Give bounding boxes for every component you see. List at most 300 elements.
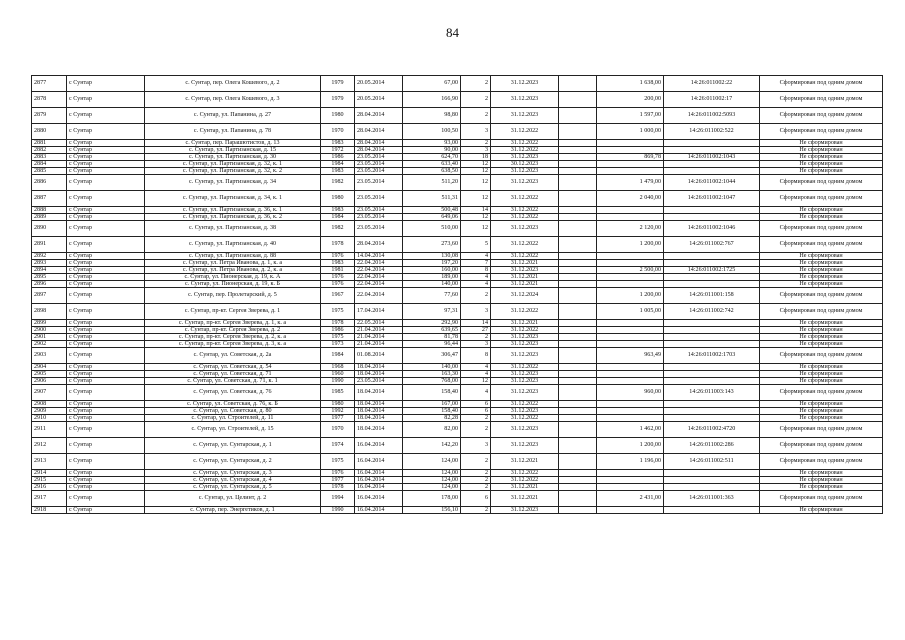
settlement-cell: с Сунтар xyxy=(67,348,145,364)
address-cell: с. Сунтар, ул. Советская, д. 76, к. Б xyxy=(145,401,321,408)
empty-cell xyxy=(559,267,597,274)
empty-cell xyxy=(559,154,597,161)
settlement-cell: с Сунтар xyxy=(67,401,145,408)
count-cell: 12 xyxy=(461,161,491,168)
empty-cell xyxy=(559,320,597,327)
land-area-cell xyxy=(597,364,664,371)
address-cell: с. Сунтар, ул. Сунтарская, д. 2 xyxy=(145,454,321,470)
empty-cell xyxy=(559,237,597,253)
count-cell: 4 xyxy=(461,281,491,288)
cadastral-number-cell xyxy=(664,341,760,348)
area-cell: 510,00 xyxy=(403,221,461,237)
empty-cell xyxy=(559,422,597,438)
cadastral-number-cell xyxy=(664,415,760,422)
land-area-cell: 2 040,00 xyxy=(597,191,664,207)
row-number-cell: 2888 xyxy=(32,207,67,214)
deadline-date-cell: 31.12.2022 xyxy=(491,253,559,260)
land-area-cell: 1 200,00 xyxy=(597,438,664,454)
address-cell: с. Сунтар, ул. Петра Иванова, д. 2, к. а xyxy=(145,267,321,274)
land-status-cell: Не сформирован xyxy=(760,484,883,491)
build-year-cell: 1977 xyxy=(321,415,355,422)
table-row xyxy=(32,470,883,477)
area-cell: 140,00 xyxy=(403,364,461,371)
land-area-cell xyxy=(597,274,664,281)
land-area-cell xyxy=(597,207,664,214)
empty-cell xyxy=(559,415,597,422)
land-area-cell xyxy=(597,214,664,221)
area-cell: 633,40 xyxy=(403,161,461,168)
record-date-cell: 21.04.2014 xyxy=(355,327,403,334)
land-status-cell: Не сформирован xyxy=(760,378,883,385)
record-date-cell: 18.04.2014 xyxy=(355,422,403,438)
row-number-cell: 2892 xyxy=(32,253,67,260)
land-status-cell: Сформирован под одним домом xyxy=(760,348,883,364)
deadline-date-cell: 31.12.2023 xyxy=(491,175,559,191)
settlement-cell: с Сунтар xyxy=(67,470,145,477)
deadline-date-cell: 31.12.2021 xyxy=(491,320,559,327)
area-cell: 130,08 xyxy=(403,253,461,260)
settlement-cell: с Сунтар xyxy=(67,161,145,168)
row-number-cell: 2903 xyxy=(32,348,67,364)
address-cell: с. Сунтар, ул. Партизанская, д. 36, к. 2 xyxy=(145,214,321,221)
build-year-cell: 1974 xyxy=(321,438,355,454)
address-cell: с. Сунтар, пер. Олега Кошевого, д. 3 xyxy=(145,92,321,108)
table-row xyxy=(32,491,883,507)
table-row xyxy=(32,327,883,334)
address-cell: с. Сунтар, ул. Партизанская, д. 34 xyxy=(145,175,321,191)
row-number-cell: 2906 xyxy=(32,378,67,385)
settlement-cell: с Сунтар xyxy=(67,408,145,415)
table-row xyxy=(32,341,883,348)
count-cell: 27 xyxy=(461,327,491,334)
area-cell: 124,00 xyxy=(403,470,461,477)
address-cell: с. Сунтар, пр-кт. Сергея Зверева, д. 2 xyxy=(145,327,321,334)
row-number-cell: 2897 xyxy=(32,288,67,304)
settlement-cell: с Сунтар xyxy=(67,288,145,304)
build-year-cell: 1967 xyxy=(321,288,355,304)
build-year-cell: 1982 xyxy=(321,221,355,237)
area-cell: 124,00 xyxy=(403,477,461,484)
build-year-cell: 1972 xyxy=(321,147,355,154)
record-date-cell: 28.04.2014 xyxy=(355,124,403,140)
address-cell: с. Сунтар, пр-кт. Сергея Зверева, д. 2, к. а xyxy=(145,334,321,341)
settlement-cell: с Сунтар xyxy=(67,320,145,327)
record-date-cell: 20.05.2014 xyxy=(355,92,403,108)
area-cell: 178,00 xyxy=(403,491,461,507)
row-number-cell: 2887 xyxy=(32,191,67,207)
count-cell: 14 xyxy=(461,207,491,214)
table-row xyxy=(32,438,883,454)
build-year-cell: 1975 xyxy=(321,334,355,341)
row-number-cell: 2915 xyxy=(32,477,67,484)
area-cell: 166,90 xyxy=(403,92,461,108)
settlement-cell: с Сунтар xyxy=(67,484,145,491)
cadastral-number-cell xyxy=(664,470,760,477)
record-date-cell: 22.04.2014 xyxy=(355,274,403,281)
settlement-cell: с Сунтар xyxy=(67,454,145,470)
build-year-cell: 1976 xyxy=(321,470,355,477)
count-cell: 3 xyxy=(461,124,491,140)
address-cell: с. Сунтар, ул. Строителей, д. 11 xyxy=(145,415,321,422)
land-status-cell: Не сформирован xyxy=(760,207,883,214)
build-year-cell: 1981 xyxy=(321,267,355,274)
settlement-cell: с Сунтар xyxy=(67,364,145,371)
build-year-cell: 1990 xyxy=(321,507,355,514)
build-year-cell: 1984 xyxy=(321,214,355,221)
address-cell: с. Сунтар, пер. Энергетиков, д. 1 xyxy=(145,507,321,514)
cadastral-number-cell xyxy=(664,253,760,260)
empty-cell xyxy=(559,484,597,491)
settlement-cell: с Сунтар xyxy=(67,221,145,237)
empty-cell xyxy=(559,288,597,304)
row-number-cell: 2918 xyxy=(32,507,67,514)
table-row xyxy=(32,161,883,168)
land-area-cell xyxy=(597,507,664,514)
deadline-date-cell: 31.12.2023 xyxy=(491,334,559,341)
build-year-cell: 1968 xyxy=(321,364,355,371)
empty-cell xyxy=(559,207,597,214)
area-cell: 292,90 xyxy=(403,320,461,327)
deadline-date-cell: 31.12.2023 xyxy=(491,168,559,175)
settlement-cell: с Сунтар xyxy=(67,260,145,267)
area-cell: 140,00 xyxy=(403,281,461,288)
table-row xyxy=(32,140,883,147)
record-date-cell: 18.04.2014 xyxy=(355,371,403,378)
count-cell: 3 xyxy=(461,341,491,348)
count-cell: 6 xyxy=(461,408,491,415)
build-year-cell: 1976 xyxy=(321,281,355,288)
empty-cell xyxy=(559,168,597,175)
address-cell: с. Сунтар, ул. Папанина, д. 78 xyxy=(145,124,321,140)
row-number-cell: 2885 xyxy=(32,168,67,175)
settlement-cell: с Сунтар xyxy=(67,334,145,341)
land-status-cell: Не сформирован xyxy=(760,470,883,477)
area-cell: 500,48 xyxy=(403,207,461,214)
table-row xyxy=(32,147,883,154)
land-status-cell: Сформирован под одним домом xyxy=(760,438,883,454)
record-date-cell: 28.04.2014 xyxy=(355,237,403,253)
settlement-cell: с Сунтар xyxy=(67,191,145,207)
land-area-cell: 2 120,00 xyxy=(597,221,664,237)
build-year-cell: 1979 xyxy=(321,76,355,92)
cadastral-number-cell xyxy=(664,334,760,341)
deadline-date-cell: 31.12.2024 xyxy=(491,288,559,304)
land-status-cell: Не сформирован xyxy=(760,214,883,221)
cadastral-number-cell: 14:26:011002:1703 xyxy=(664,348,760,364)
address-cell: с. Сунтар, ул. Пионерская, д. 19, к. А xyxy=(145,274,321,281)
empty-cell xyxy=(559,491,597,507)
address-cell: с. Сунтар, ул. Партизанская, д. 40 xyxy=(145,237,321,253)
build-year-cell: 1983 xyxy=(321,260,355,267)
land-status-cell: Сформирован под одним домом xyxy=(760,237,883,253)
address-cell: с. Сунтар, ул. Пионерская, д. 19, к. Б xyxy=(145,281,321,288)
build-year-cell: 1978 xyxy=(321,320,355,327)
count-cell: 2 xyxy=(461,454,491,470)
table-row xyxy=(32,304,883,320)
record-date-cell: 17.04.2014 xyxy=(355,304,403,320)
count-cell: 6 xyxy=(461,401,491,408)
deadline-date-cell: 31.12.2022 xyxy=(491,327,559,334)
table-row xyxy=(32,253,883,260)
build-year-cell: 1980 xyxy=(321,401,355,408)
empty-cell xyxy=(559,161,597,168)
row-number-cell: 2902 xyxy=(32,341,67,348)
settlement-cell: с Сунтар xyxy=(67,237,145,253)
record-date-cell: 18.04.2014 xyxy=(355,401,403,408)
count-cell: 2 xyxy=(461,334,491,341)
area-cell: 306,47 xyxy=(403,348,461,364)
row-number-cell: 2898 xyxy=(32,304,67,320)
count-cell: 3 xyxy=(461,304,491,320)
table-row xyxy=(32,237,883,253)
deadline-date-cell: 31.12.2022 xyxy=(491,207,559,214)
settlement-cell: с Сунтар xyxy=(67,175,145,191)
cadastral-number-cell xyxy=(664,161,760,168)
land-status-cell: Сформирован под одним домом xyxy=(760,124,883,140)
address-cell: с. Сунтар, пр-кт. Сергея Зверева, д. 1 xyxy=(145,304,321,320)
address-cell: с. Сунтар, ул. Советская, д. 71 xyxy=(145,371,321,378)
area-cell: 67,00 xyxy=(403,76,461,92)
settlement-cell: с Сунтар xyxy=(67,214,145,221)
build-year-cell: 1976 xyxy=(321,274,355,281)
settlement-cell: с Сунтар xyxy=(67,491,145,507)
row-number-cell: 2899 xyxy=(32,320,67,327)
settlement-cell: с Сунтар xyxy=(67,140,145,147)
record-date-cell: 23.05.2014 xyxy=(355,221,403,237)
land-area-cell xyxy=(597,140,664,147)
settlement-cell: с Сунтар xyxy=(67,341,145,348)
count-cell: 2 xyxy=(461,507,491,514)
land-status-cell: Не сформирован xyxy=(760,320,883,327)
area-cell: 90,00 xyxy=(403,147,461,154)
empty-cell xyxy=(559,327,597,334)
row-number-cell: 2912 xyxy=(32,438,67,454)
table-row xyxy=(32,76,883,92)
land-area-cell xyxy=(597,401,664,408)
empty-cell xyxy=(559,408,597,415)
cadastral-number-cell xyxy=(664,401,760,408)
table-row xyxy=(32,92,883,108)
cadastral-number-cell: 14:26:011002:742 xyxy=(664,304,760,320)
area-cell: 273,60 xyxy=(403,237,461,253)
land-status-cell: Не сформирован xyxy=(760,147,883,154)
address-cell: с. Сунтар, ул. Партизанская, д. 88 xyxy=(145,253,321,260)
record-date-cell: 16.04.2014 xyxy=(355,484,403,491)
record-date-cell: 23.05.2014 xyxy=(355,168,403,175)
area-cell: 158,40 xyxy=(403,408,461,415)
land-area-cell: 1 638,00 xyxy=(597,76,664,92)
housing-registry-table xyxy=(31,75,883,514)
empty-cell xyxy=(559,92,597,108)
row-number-cell: 2894 xyxy=(32,267,67,274)
land-status-cell: Не сформирован xyxy=(760,477,883,484)
address-cell: с. Сунтар, ул. Партизанская, д. 32, к. 1 xyxy=(145,161,321,168)
deadline-date-cell: 31.12.2023 xyxy=(491,221,559,237)
address-cell: с. Сунтар, пр-кт. Сергея Зверева, д. 3, к. а xyxy=(145,341,321,348)
cadastral-number-cell: 14:26:011002:22 xyxy=(664,76,760,92)
table-row xyxy=(32,221,883,237)
address-cell: с. Сунтар, ул. Партизанская, д. 38 xyxy=(145,221,321,237)
land-area-cell xyxy=(597,147,664,154)
count-cell: 3 xyxy=(461,147,491,154)
record-date-cell: 14.04.2014 xyxy=(355,253,403,260)
land-area-cell xyxy=(597,408,664,415)
address-cell: с. Сунтар, ул. Сунтарская, д. 4 xyxy=(145,477,321,484)
empty-cell xyxy=(559,175,597,191)
address-cell: с. Сунтар, пр-кт. Сергея Зверева, д. 1, к. а xyxy=(145,320,321,327)
record-date-cell: 21.04.2014 xyxy=(355,334,403,341)
cadastral-number-cell xyxy=(664,371,760,378)
land-status-cell: Сформирован под одним домом xyxy=(760,108,883,124)
empty-cell xyxy=(559,454,597,470)
settlement-cell: с Сунтар xyxy=(67,267,145,274)
build-year-cell: 1978 xyxy=(321,484,355,491)
count-cell: 14 xyxy=(461,320,491,327)
row-number-cell: 2880 xyxy=(32,124,67,140)
settlement-cell: с Сунтар xyxy=(67,154,145,161)
area-cell: 624,70 xyxy=(403,154,461,161)
area-cell: 77,60 xyxy=(403,288,461,304)
address-cell: с. Сунтар, ул. Партизанская, д. 30 xyxy=(145,154,321,161)
deadline-date-cell: 31.12.2021 xyxy=(491,454,559,470)
deadline-date-cell: 31.12.2023 xyxy=(491,438,559,454)
table-row xyxy=(32,274,883,281)
land-area-cell xyxy=(597,327,664,334)
count-cell: 12 xyxy=(461,214,491,221)
land-status-cell: Сформирован под одним домом xyxy=(760,491,883,507)
area-cell: 163,30 xyxy=(403,371,461,378)
area-cell: 100,50 xyxy=(403,124,461,140)
table-row xyxy=(32,320,883,327)
count-cell: 6 xyxy=(461,491,491,507)
table-row xyxy=(32,108,883,124)
land-area-cell xyxy=(597,484,664,491)
settlement-cell: с Сунтар xyxy=(67,327,145,334)
build-year-cell: 1979 xyxy=(321,92,355,108)
land-status-cell: Не сформирован xyxy=(760,253,883,260)
cadastral-number-cell xyxy=(664,484,760,491)
row-number-cell: 2917 xyxy=(32,491,67,507)
deadline-date-cell: 31.12.2022 xyxy=(491,140,559,147)
empty-cell xyxy=(559,191,597,207)
cadastral-number-cell: 14:26:011002:286 xyxy=(664,438,760,454)
land-status-cell: Сформирован под одним домом xyxy=(760,422,883,438)
housing-registry-table-container xyxy=(31,75,882,514)
build-year-cell: 1983 xyxy=(321,140,355,147)
address-cell: с. Сунтар, ул. Партизанская, д. 34, к. 1 xyxy=(145,191,321,207)
table-row xyxy=(32,288,883,304)
area-cell: 97,31 xyxy=(403,304,461,320)
row-number-cell: 2907 xyxy=(32,385,67,401)
build-year-cell: 1986 xyxy=(321,327,355,334)
deadline-date-cell: 31.12.2021 xyxy=(491,274,559,281)
land-area-cell: 1 200,00 xyxy=(597,288,664,304)
land-area-cell: 1 479,00 xyxy=(597,175,664,191)
deadline-date-cell: 31.12.2021 xyxy=(491,491,559,507)
table-row xyxy=(32,214,883,221)
land-status-cell: Сформирован под одним домом xyxy=(760,385,883,401)
cadastral-number-cell xyxy=(664,364,760,371)
land-status-cell: Сформирован под одним домом xyxy=(760,92,883,108)
address-cell: с. Сунтар, ул. Советская, д. 80 xyxy=(145,408,321,415)
table-row xyxy=(32,168,883,175)
record-date-cell: 28.04.2014 xyxy=(355,147,403,154)
land-status-cell: Сформирован под одним домом xyxy=(760,191,883,207)
cadastral-number-cell xyxy=(664,207,760,214)
deadline-date-cell: 31.12.2023 xyxy=(491,408,559,415)
table-row xyxy=(32,371,883,378)
count-cell: 2 xyxy=(461,470,491,477)
cadastral-number-cell: 14:26:011002:17 xyxy=(664,92,760,108)
cadastral-number-cell: 14:26:011002:522 xyxy=(664,124,760,140)
land-area-cell xyxy=(597,341,664,348)
build-year-cell: 1986 xyxy=(321,154,355,161)
land-status-cell: Не сформирован xyxy=(760,401,883,408)
area-cell: 82,00 xyxy=(403,422,461,438)
table-row xyxy=(32,260,883,267)
cadastral-number-cell xyxy=(664,260,760,267)
cadastral-number-cell: 14:26:011002:767 xyxy=(664,237,760,253)
deadline-date-cell: 31.12.2022 xyxy=(491,415,559,422)
record-date-cell: 23.05.2014 xyxy=(355,161,403,168)
build-year-cell: 1960 xyxy=(321,371,355,378)
land-area-cell xyxy=(597,334,664,341)
area-cell: 511,31 xyxy=(403,191,461,207)
row-number-cell: 2900 xyxy=(32,327,67,334)
row-number-cell: 2882 xyxy=(32,147,67,154)
address-cell: с. Сунтар, ул. Партизанская, д. 32, к. 2 xyxy=(145,168,321,175)
cadastral-number-cell: 14:26:011002:4720 xyxy=(664,422,760,438)
empty-cell xyxy=(559,140,597,147)
empty-cell xyxy=(559,124,597,140)
build-year-cell: 1992 xyxy=(321,408,355,415)
empty-cell xyxy=(559,253,597,260)
address-cell: с. Сунтар, ул. Советская, д. 71, к. 1 xyxy=(145,378,321,385)
row-number-cell: 2910 xyxy=(32,415,67,422)
build-year-cell: 1983 xyxy=(321,207,355,214)
record-date-cell: 22.04.2014 xyxy=(355,288,403,304)
row-number-cell: 2886 xyxy=(32,175,67,191)
row-number-cell: 2889 xyxy=(32,214,67,221)
table-row xyxy=(32,154,883,161)
deadline-date-cell: 31.12.2022 xyxy=(491,124,559,140)
settlement-cell: с Сунтар xyxy=(67,438,145,454)
land-status-cell: Сформирован под одним домом xyxy=(760,304,883,320)
empty-cell xyxy=(559,364,597,371)
row-number-cell: 2884 xyxy=(32,161,67,168)
record-date-cell: 23.05.2014 xyxy=(355,207,403,214)
area-cell: 98,80 xyxy=(403,108,461,124)
table-row xyxy=(32,507,883,514)
count-cell: 2 xyxy=(461,477,491,484)
row-number-cell: 2908 xyxy=(32,401,67,408)
land-area-cell: 1 000,00 xyxy=(597,124,664,140)
empty-cell xyxy=(559,385,597,401)
deadline-date-cell: 31.12.2023 xyxy=(491,76,559,92)
row-number-cell: 2916 xyxy=(32,484,67,491)
land-status-cell: Не сформирован xyxy=(760,281,883,288)
land-area-cell: 2 500,00 xyxy=(597,267,664,274)
land-area-cell xyxy=(597,378,664,385)
settlement-cell: с Сунтар xyxy=(67,378,145,385)
cadastral-number-cell xyxy=(664,140,760,147)
deadline-date-cell: 31.12.2022 xyxy=(491,191,559,207)
cadastral-number-cell: 14:26:011002:1046 xyxy=(664,221,760,237)
area-cell: 638,50 xyxy=(403,168,461,175)
empty-cell xyxy=(559,438,597,454)
settlement-cell: с Сунтар xyxy=(67,207,145,214)
empty-cell xyxy=(559,378,597,385)
